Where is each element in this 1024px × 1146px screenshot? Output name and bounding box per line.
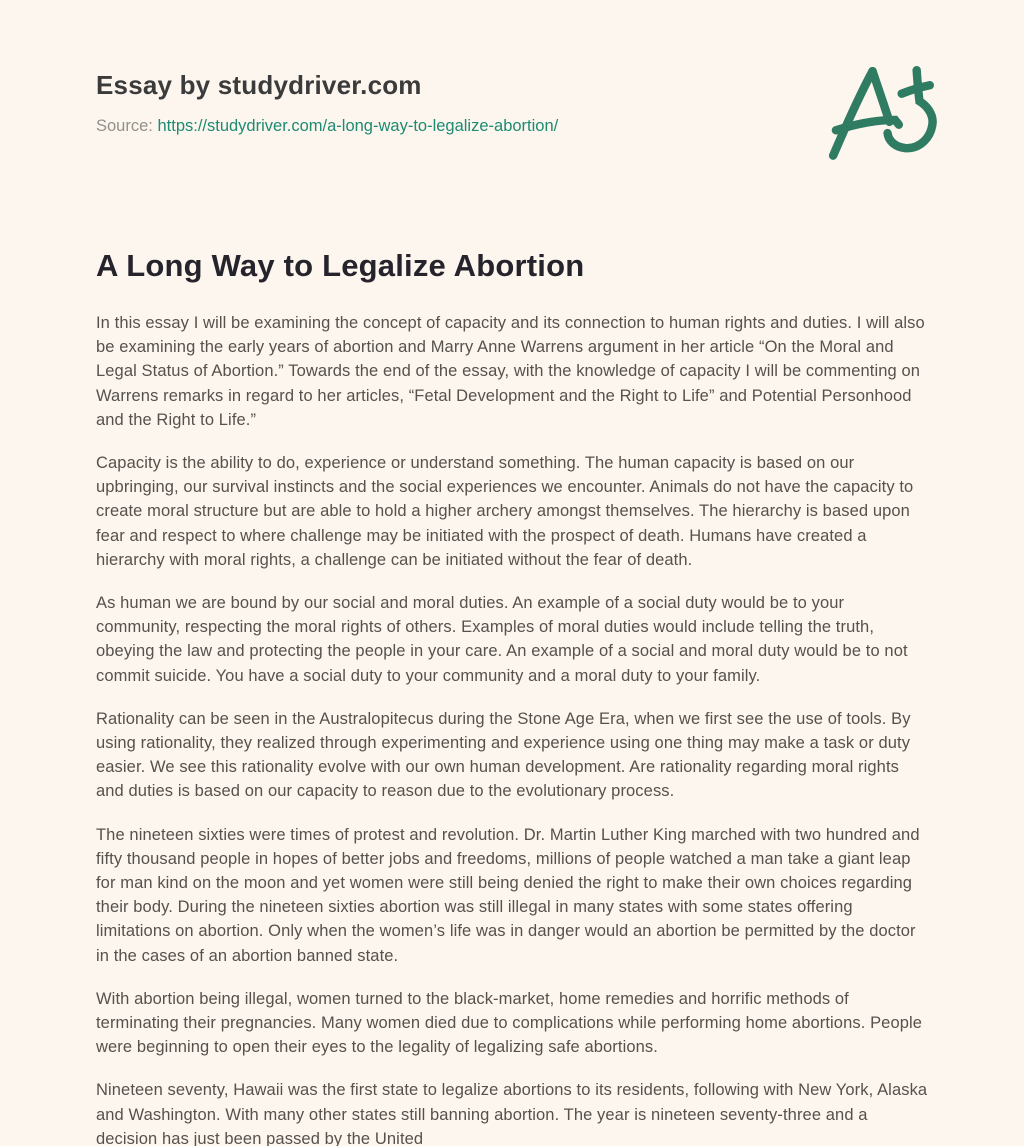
paragraph-3: As human we are bound by our social and moral duties. An example of a social duty would be to your community, respecting the moral rights of others. Examples of moral duties would include telling the truth, obeying the law and protecting the people in your care. An example of a social and moral duty would be to not commit suicide. You have a social duty to your community and a moral duty to your family. [96, 594, 908, 685]
paragraph-5: The nineteen sixties were times of protest and revolution. Dr. Martin Luther King marched with two hundred and fifty thousand people in hopes of better jobs and freedoms, millions of people watched a man take a giant leap for man kind on the moon and yet women were still being denied the right to make their own choices regarding their body. During the nineteen sixties abortion was still illegal in many states with some states offering limitations on abortion. Only when the women’s life was in danger would an abortion be permitted by the doctor in the cases of an abortion banned state. [96, 825, 920, 965]
document-header [96, 62, 928, 136]
paragraph-2: Capacity is the ability to do, experience or understand something. The human capacity is based on our upbringing, our survival instincts and the social experiences we encounter. Animals do not have the capacity to create moral structure but are able to hold a higher archery amongst themselves. The hierarchy is based upon fear and respect to where challenge may be initiated with the prospect of death. Humans have created a hierarchy with moral rights, a challenge can be initiated without the fear of death. [96, 454, 914, 569]
source-label: Source: [96, 117, 153, 135]
source-url-link[interactable]: https://studydriver.com/a-long-way-to-legalize-abortion/ [157, 117, 559, 135]
paragraph-7: Nineteen seventy, Hawaii was the first state to legalize abortions to its residents, following with New York, Alaska and Washington. With many other states still banning abortion. The year is nineteen seventy-three and a decision has just been passed by the United [96, 1081, 928, 1146]
article-body [96, 311, 928, 1146]
paragraph-1: In this essay I will be examining the concept of capacity and its connection to human rights and duties. I will also be examining the early years of abortion and Marry Anne Warrens argument in her article “On the Moral and Legal Status of Abortion.” Towards the end of the essay, with the knowledge of capacity I will be commenting on Warrens remarks in regard to her articles, “Fetal Development and the Right to Life” and Potential Personhood and the Right to Life.” [96, 314, 925, 429]
site-heading: Essay by studydriver.com [96, 70, 422, 100]
paragraph-6: With abortion being illegal, women turned to the black-market, home remedies and horrific methods of terminating their pregnancies. Many women died due to complications while performing home abortions. People were beginning to open their eyes to the legality of legalizing safe abortions. [96, 989, 923, 1057]
article-title: A Long Way to Legalize Abortion [96, 248, 585, 283]
source-line [96, 117, 928, 136]
a-plus-logo-icon [820, 56, 942, 168]
paragraph-4: Rationality can be seen in the Australopitecus during the Stone Age Era, when we first see the use of tools. By using rationality, they realized through experimenting and experience using one thing may make a task or duty easier. We see this rationality evolve with our own human development. Are rationality regarding moral rights and duties is based on our capacity to reason due to the evolutionary process. [96, 709, 911, 801]
